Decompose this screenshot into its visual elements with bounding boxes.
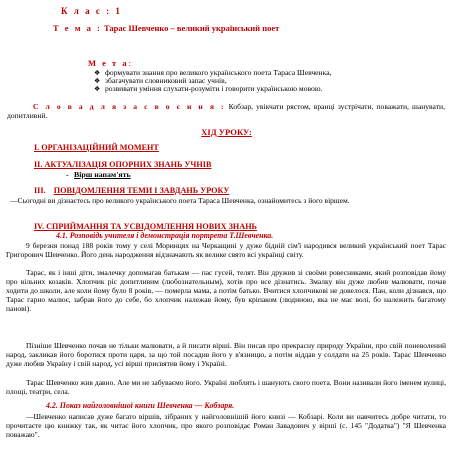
lesson-plan-title (0, 127, 453, 137)
story-paragraph-2: Тарас, як і інші діти, змалечку допомагав батькам — пас гусей, телят. Він дружив зі своїми ровесниками, який розповідав йому про вільних козаків. Хлопчик ріс допитливим (любознательным), хотів про все дізнатись. Змалку він дуже любив малювати, почав ходити до школи, але коли йому було 8 років, — померла мама, а потім батько. Вчитися хлопчикові не довелося. Пан, коли дізнався, що Тарас гарно малює, забрав його до себе, бо хлопчик належав йому, був кріпаком (людиною, яка не має волі, бо належить багатому панові). (6, 268, 446, 314)
goals-colon: : (128, 58, 131, 68)
vocabulary-words: Кобзар, увікчати рястом, вранці зустрічати, поважати, шанувати, допитливий. (7, 102, 445, 121)
section-3-paragraph: —Сьогодні ви дізнаєтесь про великого українського поета Тараса Шевченка, ознайомитесь з його віршем. (10, 196, 350, 205)
diamond-bullet-icon: ❖ (94, 85, 101, 94)
vocabulary-paragraph (7, 102, 445, 120)
section-1-heading (34, 143, 159, 152)
goal-text: збагачувати словниковий запас учнів, (105, 76, 227, 86)
section-2-text: ІІ. АКТУАЛІЗАЦІЯ ОПОРНИХ ЗНАНЬ УЧНІВ (34, 160, 212, 169)
goals-label: М е т а (88, 58, 129, 68)
goal-item (94, 85, 331, 93)
section-1-text: І. ОРГАНІЗАЦІЙНИЙ МОМЕНТ (34, 143, 159, 152)
goals-list (94, 69, 331, 94)
goals-heading (88, 59, 131, 68)
lesson-plan-title-text: ХІД УРОКУ: (201, 127, 252, 137)
vocabulary-label: С л о в а д л я з а с в о є н н я : (33, 102, 226, 111)
section-4-text: ІV. СПРИЙМАННЯ ТА УСВІДОМЛЕННЯ НОВИХ ЗНАНЬ (34, 222, 257, 231)
story-paragraph-1: 9 березня понад 188 років тому у селі Моринцях на Черкащині у дуже бідній сім'ї народився великий український поет Тарас Григорович Шевченко. Його день народження відзначають як велике свято всі українці світу. (6, 241, 446, 260)
topic-label: Т е м а : (53, 23, 102, 33)
section-2-item: - Вірш напам'ять (66, 170, 131, 179)
diamond-bullet-icon: ❖ (94, 69, 101, 77)
goal-text: розвивати уміння слухати-розуміти і говорити українською мовою. (105, 84, 323, 94)
kobzar-paragraph: —Шевченко написав дуже багато віршів, зібраних у найголовнішій його книзі — Кобзарі. Коли ви навчитесь добре читати, то прочитаєте цю книжку так, як читає його хлопчик, про якого розповідає Роман Завадович у вірші (с. 145 "Додатка") "Я Шевченка поважаю". (6, 412, 446, 440)
section-3-number: ІІІ. (34, 186, 46, 195)
story-paragraph-3: Пізніше Шевченко почав не тільки малювати, а й писати вірші. Він писав про прекрасну природу України, про свій поневолений народ, закликав його боротися проти царя, за що той посадив його у в'язницю, а потім віддав у солдати на 25 років. Тарас Шевченко дуже любив Україну і свій народ, усі вірші присвятив йому і Україні. (6, 341, 446, 369)
diamond-bullet-icon: ❖ (94, 77, 101, 86)
goal-text: формувати знання про великого українського поета Тараса Шевченка, (105, 68, 332, 77)
story-paragraph-4: Тарас Шевченко жив давно. Але ми не забуваємо його. Україні люблять і шанують свого поета. Вони називали його іменем вулиці, площі, театри, села. (6, 378, 446, 397)
subsection-4-1-heading: 4.1. Розповідь учителя і демонстрація портрета Т.Шевченка. (56, 231, 274, 240)
section-3-heading (34, 186, 229, 195)
topic-text: Тарас Шевченко – великий український поет (103, 23, 280, 33)
lesson-topic (53, 24, 279, 33)
subsection-4-2-heading: 4.2. Показ найголовнішої книги Шевченка — Кобзаря. (46, 401, 235, 410)
class-label: К л а с : 1 (61, 6, 122, 16)
section-2-item-text: Вірш напам'ять (74, 170, 131, 179)
section-2-heading (34, 160, 211, 169)
section-4-heading (34, 222, 257, 231)
section-3-text: ПОВІДОМЛЕННЯ ТЕМИ І ЗАВДАНЬ УРОКУ (53, 186, 230, 195)
